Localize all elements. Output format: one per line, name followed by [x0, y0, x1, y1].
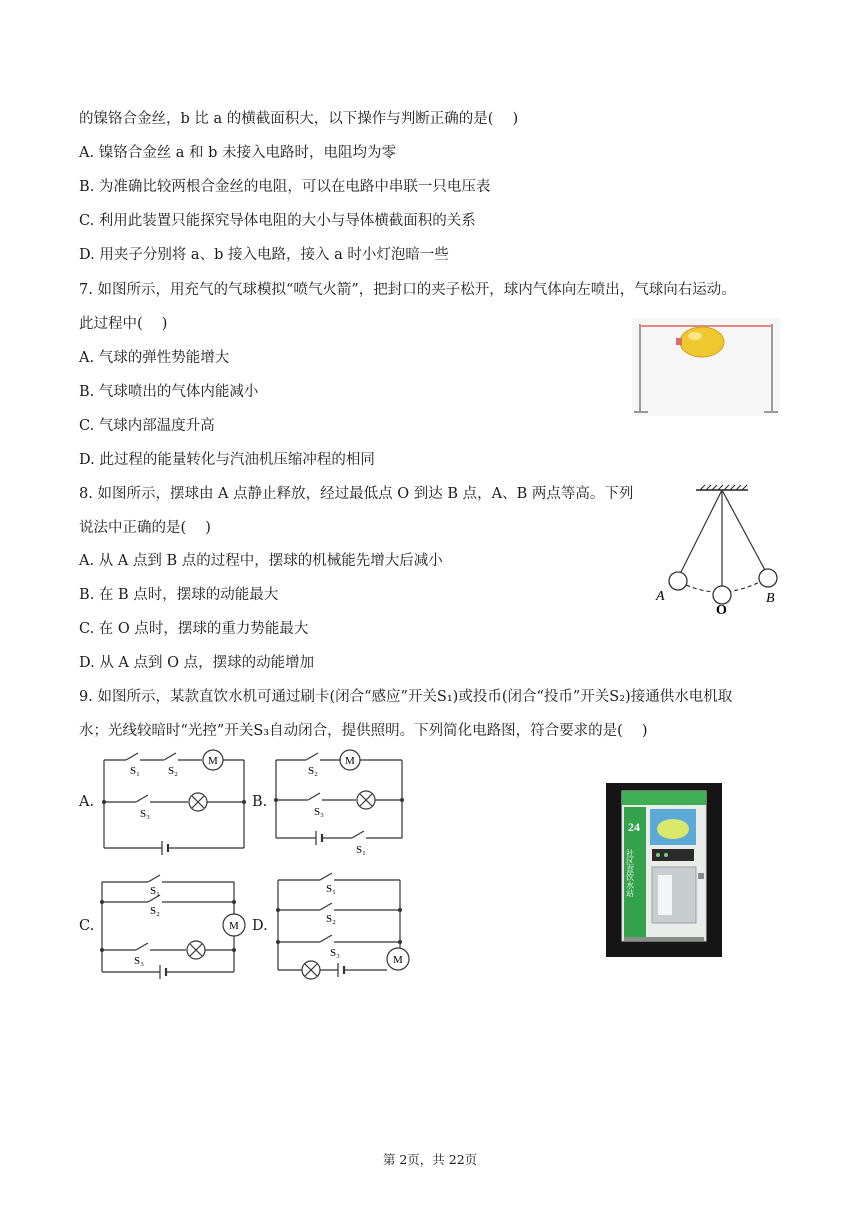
option-a-label: A.: [79, 794, 95, 810]
point-b-label: B: [766, 591, 775, 606]
question-7-stem-cont: 此过程中( ): [79, 316, 168, 332]
switch-label: S₂: [308, 765, 318, 777]
option-line: B. 在 B 点时，摆球的动能最大: [79, 587, 279, 603]
question-8-stem-cont: 说法中正确的是( ): [79, 520, 211, 536]
switch-label: S₂: [150, 905, 160, 917]
switch-label: S₃: [134, 955, 144, 967]
option-line: A. 镍铬合金丝 a 和 b 未接入电路时，电阻均为零: [79, 145, 397, 161]
option-line: D. 用夹子分别将 a、b 接入电路，接入 a 时小灯泡暗一些: [79, 247, 449, 263]
page-footer: 第 2页，共 22页: [382, 1152, 478, 1167]
question-8-stem: 8. 如图所示，摆球由 A 点静止释放，经过最低点 O 到达 B 点，A、B 两点等高。下列: [79, 486, 634, 502]
option-line: A. 从 A 点到 B 点的过程中，摆球的机械能先增大后减小: [79, 553, 443, 569]
switch-label: S₂: [168, 765, 178, 777]
balloon-rocket-figure: [632, 318, 780, 416]
text-line: 的镍铬合金丝，b 比 a 的横截面积大，以下操作与判断正确的是( ): [79, 111, 519, 127]
switch-label: S₁: [326, 883, 336, 895]
option-line: C. 在 O 点时，摆球的重力势能最大: [79, 621, 309, 637]
question-9-stem-cont: 水；光线较暗时“光控”开关S₃自动闭合，提供照明。下列简化电路图，符合要求的是( ): [79, 723, 648, 739]
motor-label: M: [208, 755, 218, 767]
circuit-b: [270, 748, 410, 856]
motor-label: M: [345, 755, 355, 767]
option-line: C. 利用此装置只能探究导体电阻的大小与导体横截面积的关系: [79, 213, 476, 229]
switch-label: S₁: [356, 844, 366, 856]
motor-label: M: [393, 954, 403, 966]
switch-label: S₃: [314, 806, 324, 818]
switch-label: S₂: [326, 913, 336, 925]
option-line: B. 为准确比较两根合金丝的电阻，可以在电路中串联一只电压表: [79, 179, 491, 195]
point-a-label: A: [656, 589, 665, 604]
option-c-label: C.: [79, 918, 95, 934]
circuit-c: [98, 872, 248, 982]
circuit-a: [98, 748, 250, 856]
water-vending-machine-image: [606, 783, 722, 957]
option-d-label: D.: [252, 918, 268, 934]
switch-label: S₁: [130, 765, 140, 777]
pendulum-figure: [650, 484, 790, 616]
question-9-stem: 9. 如图所示，某款直饮水机可通过刷卡(闭合“感应”开关S₁)或投币(闭合“投币”开关S₂)接通供水电机取: [79, 689, 733, 705]
point-o-label: O: [716, 603, 727, 616]
machine-sign: 社区直饮水站: [625, 849, 635, 897]
circuit-d: [270, 870, 418, 982]
machine-number: 24: [628, 820, 640, 834]
option-line: D. 此过程的能量转化与汽油机压缩冲程的相同: [79, 452, 375, 468]
option-b-label: B.: [252, 794, 268, 810]
option-line: D. 从 A 点到 O 点，摆球的动能增加: [79, 655, 315, 671]
switch-label: S₃: [140, 808, 150, 820]
switch-label: S₃: [330, 947, 340, 959]
question-7-stem: 7. 如图所示，用充气的气球模拟“喷气火箭”，把封口的夹子松开，球内气体向左喷出，气球向右运动。: [79, 282, 736, 298]
motor-label: M: [229, 920, 239, 932]
option-line: A. 气球的弹性势能增大: [79, 350, 230, 366]
switch-label: S₁: [150, 885, 160, 897]
option-line: B. 气球喷出的气体内能减小: [79, 384, 259, 400]
option-line: C. 气球内部温度升高: [79, 418, 215, 434]
